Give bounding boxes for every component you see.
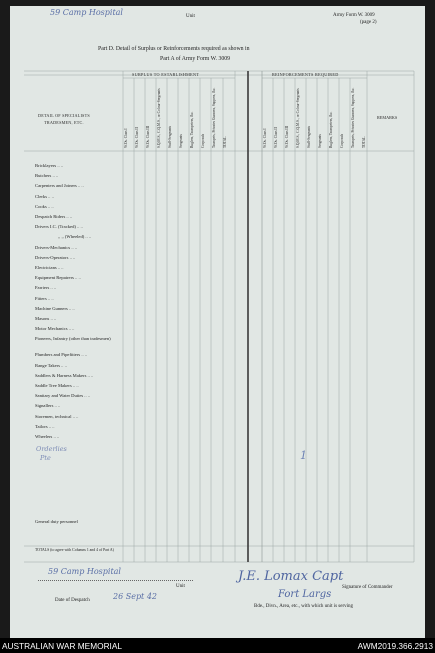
unit-line [38, 580, 193, 581]
row-label: Despatch Riders .. .. [35, 214, 73, 219]
form-name: Army Form W. 3009 [333, 13, 375, 18]
reinf-col-4: S.Q.M.S., C.Q.M.S., or Colour-Sergeants [296, 88, 300, 148]
row-label: Pioneers, Infantry (other than tradesmen) [35, 336, 111, 342]
caption-left: AUSTRALIAN WAR MEMORIAL [2, 641, 123, 651]
unit-handwritten-bottom: 59 Camp Hospital [48, 567, 121, 576]
row-label: Plumbers and Pipefitters .. .. [35, 352, 88, 358]
unit-label-bottom: Unit [176, 584, 185, 589]
row-label: Saddle Tree Makers .. .. [35, 383, 79, 388]
general-duty-label: General duty personnel [35, 519, 78, 524]
row-label: Cooks .. .. [35, 203, 54, 209]
row-label: Sanitary and Water Duties .. .. [35, 393, 91, 399]
caption-right: AWM2019.366.2913 [357, 641, 433, 651]
row-label: Signallers .. .. [35, 403, 61, 409]
handwritten-mark: 1 [300, 449, 307, 462]
row-label: Machine Gunners .. .. [35, 305, 75, 311]
reinf-col-5: Staff-Sergeants [307, 125, 311, 148]
despatch-label: Date of Despatch [55, 598, 90, 603]
area-label: Bde., Divn., Area, etc., with which unit is serving [254, 604, 354, 609]
row-label: Range Takers .. .. [35, 362, 67, 368]
signature-label: Signature of Commander [342, 585, 393, 590]
row-label: Clerks .. .. [35, 193, 54, 199]
surplus-col-9: Trumpets, Privates Gunners, Sappers, &c. [212, 87, 216, 148]
surplus-col-5: Staff-Sergeants [168, 125, 172, 148]
row-label: Fitters .. .. [35, 295, 54, 301]
row-label: Wheelers .. .. [35, 434, 60, 439]
row-label: Electricians .. .. [35, 265, 64, 270]
surplus-col-3: W.Os. Class III [146, 125, 150, 148]
row-label: Bricklayers .. .. [35, 163, 64, 168]
row-label: ,, ,, (Wheeled) .. .. [58, 234, 92, 240]
row-label: Storemen, technical .. .. [35, 413, 79, 419]
reinf-col-1: W.Os. Class I [263, 128, 267, 148]
unit-handwritten-top: 59 Camp Hospital [50, 8, 123, 17]
surplus-col-8: Corporals [201, 133, 205, 148]
row-label: Butchers .. .. [35, 173, 59, 179]
row-label: Tailors .. .. [35, 423, 55, 429]
row-label: Motor Mechanics .. .. [35, 326, 75, 332]
despatch-date-handwritten: 26 Sept 42 [113, 592, 157, 601]
reinf-col-2: W.Os. Class II [274, 127, 278, 148]
reinf-col-3: W.Os. Class III [285, 125, 289, 148]
area-handwritten: Fort Largs [278, 589, 332, 600]
form-title-line1: Part D. Detail of Surplus or Reinforcements required as shown in [98, 46, 250, 52]
row-label: Farriers .. .. [35, 285, 57, 291]
surplus-col-7: Buglers, Trumpeters, &c. [190, 111, 194, 148]
caption-bar [0, 638, 435, 653]
row-label: Carpenters and Joiners .. .. [35, 183, 84, 189]
handwritten-row-pte: Pte [40, 454, 51, 462]
reinf-col-7: Buglers, Trumpeters, &c. [329, 111, 333, 148]
reinf-col-9: Trumpets, Privates Gunners, Sappers, &c. [351, 87, 355, 148]
row-label: Equipment Repairers .. .. [35, 275, 81, 281]
reinforcements-group-header: REINFORCEMENTS REQUIRED [272, 72, 339, 77]
surplus-col-10: TOTAL [223, 136, 227, 148]
handwritten-row-orderlies: Orderlies [36, 445, 67, 453]
reinf-col-10: TOTAL [362, 136, 366, 148]
form-page-number: (page 2) [360, 20, 377, 25]
surplus-col-6: Sergeants [179, 134, 183, 148]
row-label: Drivers-Operators .. .. [35, 254, 76, 260]
row-label: Saddlers & Harness Makers .. .. [35, 372, 94, 378]
row-label: Masons .. .. [35, 316, 57, 321]
surplus-col-4: S.Q.M.S., C.Q.M.S., or Colour-Sergeants [157, 88, 161, 148]
surplus-group-header: SURPLUS TO ESTABLISHMENT [132, 72, 200, 77]
remarks-header: REMARKS [377, 115, 398, 120]
reinf-col-6: Sergeants [318, 134, 322, 148]
surplus-col-2: W.Os. Class II [135, 127, 139, 148]
row-header: DETAIL OF SPECIALISTS TRADESMEN, ETC. [38, 113, 90, 125]
signature-handwritten: J.E. Lomax Capt [238, 569, 344, 584]
reinf-col-8: Corporals [340, 133, 344, 148]
surplus-col-1: W.Os. Class I [124, 128, 128, 148]
row-label: Drivers I.C. (Tracked) .. .. [35, 224, 83, 230]
form-title-line2: Part A of Army Form W. 3009 [160, 56, 231, 62]
totals-label: TOTALS (to agree with Columns 1 and 4 of Part A) [35, 548, 114, 552]
form-page [10, 6, 425, 638]
row-label: Drivers-Mechanics .. .. [35, 244, 78, 250]
unit-label-top: Unit [186, 14, 195, 19]
